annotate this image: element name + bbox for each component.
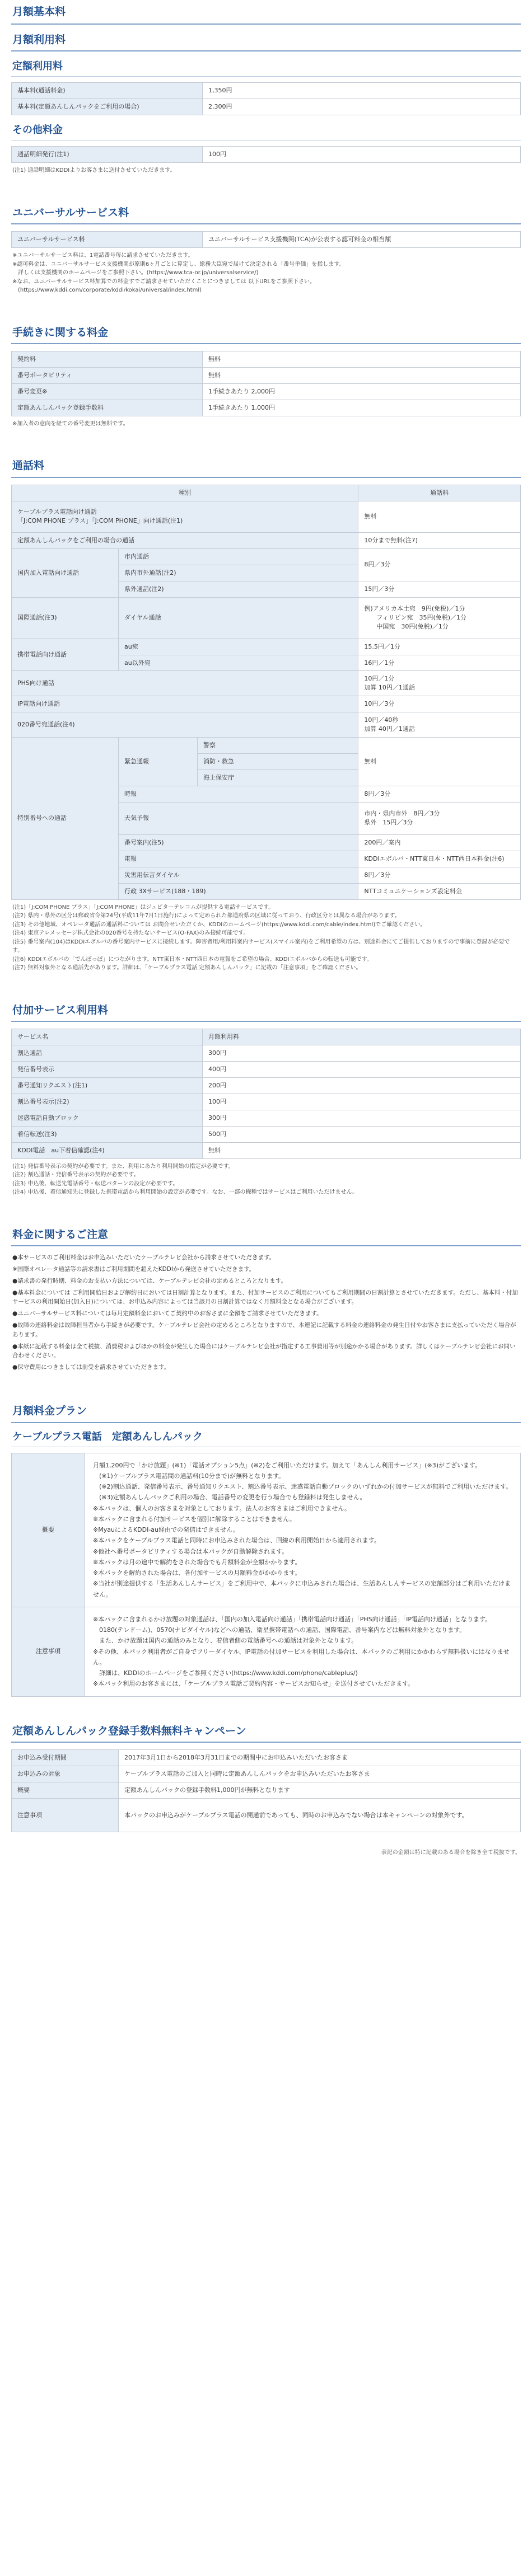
table-row [12, 147, 521, 163]
table-row [12, 1607, 521, 1696]
table-cell-value: 100円 [203, 147, 521, 163]
table-cell-value: 400円 [203, 1062, 521, 1078]
table-cell-value: 8円／3分 [358, 786, 521, 802]
note-line: ※ユニバーサルサービス料は、1電話番号毎に請求させていただきます。 [12, 252, 194, 259]
table-cell-key: 注意事項 [12, 1799, 119, 1832]
table-row [12, 1766, 521, 1782]
table-header: 種別 [12, 485, 358, 501]
table-cell-value: KDDIエボルバ・NTT東日本・NTT西日本料金(注6) [358, 851, 521, 867]
footer-note: 表記の金額は特に記載のある場合を除き全て税抜です。 [381, 1850, 521, 1856]
plan-table [11, 1453, 521, 1697]
table-header-row [12, 485, 521, 501]
table-row [12, 1078, 521, 1094]
table-cell-value: 200円 [203, 1078, 521, 1094]
table-cell-value: ケーブルプラス電話のご加入と同時に定額あんしんパックをお申込みいただいたお客さま [119, 1766, 521, 1782]
table-cell-key: 特別番号への通話 [12, 738, 119, 900]
note-line: (注3) 申込後、転送先電話番号・転送パターンの設定が必要です。 [12, 1180, 179, 1187]
table-row [12, 1045, 521, 1062]
table-cell-key: 時報 [119, 786, 358, 802]
table-cell-key: au以外宛 [119, 655, 358, 671]
table-cell-key: 天気予報 [119, 802, 358, 834]
table-cell-value: 月額1,200円で「かけ放題」(※1)「電話オプション5点」(※2)をご利用いただけます。加えて「あんしん利用サービス」(※3)がございます。 (※1)ケーブルプラス電話間の通話料(10分まで)が無料となります。 (※2)割込通話、発信番号表示、番号通知リクエスト、割込番号表示、迷惑電話自動ブロックのいずれかの付加サービスが無料でご利用いただけます。 (※3)定額あんしんパックご利用の場合、電話番号の変更を行う場合でも登録料は発生しません。 ※本パックは、個人のお客さまを対象としております。法人のお客さまはご利用できません。 ※本パックに含まれる付加サービスを個別に解除することはできません。 ※MyauによるKDDI-au経由での発信はできません。 ※本パックをケーブルプラス電話と同時にお申込みされた場合は、回線の利用開始日から適用されます。 ※他社へ番号ポータビリティする場合は本パックが自動解除されます。 ※本パックは月の途中で解約をされた場合でも月額料金が全額かかります。 ※本パックを解約された場合は、各付加サービスの月額料金がかかります。 ※当社が別途提供する「生活あんしんサービス」をご利用中で、本パックに申込みされた場合は、生活あんしんサービスの定額部分はご利用いただけません。 [85, 1453, 521, 1607]
table-cell-value: 無料 [203, 1142, 521, 1158]
table-cell-key: 基本料(通話料金) [12, 83, 203, 99]
table-cell-value: 8円／3分 [358, 548, 521, 581]
table-cell-key: 県外通話(注2) [119, 581, 358, 597]
page-root [11, 0, 521, 1857]
table-cell-value: 1手続きあたり 2,000円 [203, 384, 521, 400]
fixed-fee-table [11, 82, 521, 115]
table-cell-key: 災害用伝言ダイヤル [119, 867, 358, 883]
section-title-call-rates: 通話料 [11, 458, 521, 478]
table-cell-value: 200円／案内 [358, 834, 521, 851]
table-row [12, 1799, 521, 1832]
table-cell-value: 無料 [203, 368, 521, 384]
table-cell-value: 本パックのお申込みがケーブルプラス電話の開通前であっても、同時のお申込みでない場合は本キャンペーンの対象外です。 [119, 1799, 521, 1832]
note-line: (注2) 割込通話・発信番号表示の契約が必要です。 [12, 1172, 139, 1179]
note-line: (注1) 通話明細はKDDIよりお客さまに送付させていただきます。 [12, 167, 176, 174]
table-row [12, 671, 521, 696]
table-cell-key: 警察 [198, 738, 358, 754]
table-row [12, 1062, 521, 1078]
table-cell-value: 2017年3月1日から2018年3月31日までの期間中にお申込みいただいたお客さま [119, 1750, 521, 1766]
table-cell-key: 緊急通報 [119, 738, 198, 786]
note-line: (注3) その他地域、オペレータ通話の通話料については お問合せいただくか、KDDIのホームページ(https://www.kddi.com/cable/index.html)でご確認ください。 [12, 921, 426, 928]
table-cell-value: 無料 [358, 501, 521, 532]
note-line: ※加入者の意向を経ての番号変更は無料です。 [12, 420, 129, 427]
table-row [12, 83, 521, 99]
table-cell-key: 市内通話 [119, 548, 358, 565]
table-cell-key: 番号変更※ [12, 384, 203, 400]
table-cell-key: 国内加入電話向け通話 [12, 548, 119, 597]
table-cell-key: 契約料 [12, 351, 203, 368]
note-line: (注5) 番号案内(104)はKDDIエボルバの番号案内サービスに接続します。障害者用/利用料案内サービス(スマイル案内)をご利用希望の方は、別途料金にてご提供しておりますので事前に登録が必要です。 [12, 939, 510, 954]
table-cell-key: ダイヤル通話 [119, 597, 358, 639]
table-cell-key: 020番号宛通話(注4) [12, 712, 358, 738]
table-cell-value: 2,300円 [203, 99, 521, 115]
note-line: (注6) KDDIエボルバの「でんぽっぽ」につながります。NTT東日本・NTT西日本の電報をご希望の場合、KDDIエボルバからの転送も可能です。 [12, 956, 373, 963]
list-item: ●ユニバーサルサービス料については毎月定額料金においてご契約中のお客さまに全額をご請求させていただきます。 [12, 1310, 323, 1317]
section-title-fee-cautions: 料金に関するご注意 [11, 1227, 521, 1247]
table-cell-value: ※本パックに含まれるかけ放題の対象通話は、「国内の加入電話向け通話」「携帯電話向け通話」「PHS向け通話」「IP電話向け通話」となります。 0180(テレドーム)、0570(ナビダイヤル)などへの通話、衛星携帯電話への通話、国際電話、番号案内などは無料対象外となります。 また、かけ放題は国内の通話のみとなり、着信者側の電話番号への通話は対象外となります。 ※その他、本パック利用者がご自身でフリーダイヤル、IP電話の付加サービスを利用した場合は、本パックのご利用にかかわらず無料扱いにはなりません。 詳細は、KDDIのホームページをご参照ください(https://www.kddi.com/phone/cableplus/) ※本パック利用のお客さまには、「ケーブルプラス電話ご契約内容・サービスお知らせ」を送付させていただきます。 [85, 1607, 521, 1696]
table-row [12, 368, 521, 384]
subsection-title-other: その他料金 [11, 123, 521, 140]
table-cell-key: 番号通知リクエスト(注1) [12, 1078, 203, 1094]
list-item: ●故障の連絡料金は故障担当者から手続きが必要です。ケーブルテレビ会社の定めるところとなりますので、本連記に記載する料金の連絡料金の発生日付やお客さまに支払っていただく場合があります。 [12, 1322, 516, 1338]
table-cell-key: 海上保安庁 [198, 770, 358, 786]
table-cell-key: 国際通話(注3) [12, 597, 119, 639]
table-row [12, 1110, 521, 1126]
table-cell-value: 100円 [203, 1094, 521, 1110]
list-item: ●基本料金については ご利用開始日および解約日においては日割計算となります。また、付加サービスのご利用についてもご利用期間の日割計算とさせていただきます。ただし、基本料・付加サービスの利用開始日(加入日)については、お申込み内容によっては当該月の日割計算ではなく月額料金となる場合がございます。 [12, 1289, 518, 1306]
table-cell-value: 10分まで無料(注7) [358, 532, 521, 548]
table-cell-value: 300円 [203, 1110, 521, 1126]
table-row [12, 99, 521, 115]
notes [12, 166, 520, 175]
section-title-options: 付加サービス利用料 [11, 1003, 521, 1022]
other-fee-table [11, 146, 521, 163]
table-row [12, 1453, 521, 1607]
table-row [12, 1782, 521, 1799]
table-row [12, 597, 521, 639]
table-cell-key: 基本料(定額あんしんパックをご利用の場合) [12, 99, 203, 115]
table-row [12, 696, 521, 712]
table-cell-key: お申込みの対象 [12, 1766, 119, 1782]
list-item: ●請求書の発行時期、料金のお支払い方法については、ケーブルテレビ会社の定めるところとなります。 [12, 1277, 287, 1284]
table-row [12, 1142, 521, 1158]
table-cell-value: 1,350円 [203, 83, 521, 99]
subsection-title-fixed: 定額利用料 [11, 59, 521, 77]
table-row [12, 532, 521, 548]
table-cell-key: 電報 [119, 851, 358, 867]
table-cell-key: 定額あんしんパックをご利用の場合の通話 [12, 532, 358, 548]
table-cell-value: 300円 [203, 1045, 521, 1062]
table-row [12, 232, 521, 248]
list-item: ●本サービスのご利用料金はお申込みいただいたケーブルテレビ会社から請求させていただきます。 [12, 1254, 276, 1261]
notes [12, 903, 520, 973]
table-cell-value: NTTコミュニケーションズ設定料金 [358, 883, 521, 899]
table-cell-key: PHS向け通話 [12, 671, 358, 696]
note-line: ※なお、ユニバーサルサービス料加算での料金すでご請求させていただくことにつきましては 以下URLをご参照下さい。 [12, 278, 315, 285]
notes [12, 420, 520, 429]
table-cell-key: 概要 [12, 1453, 85, 1607]
table-row [12, 384, 521, 400]
caution-list [12, 1253, 520, 1372]
table-cell-key: 概要 [12, 1782, 119, 1799]
table-cell-value: 市内・県内市外 8円／3分 県外 15円／3分 [358, 802, 521, 834]
table-cell-key: au宛 [119, 639, 358, 655]
note-line: 詳しくは支援機関のホームページをご参照下さい。(https://www.tca-or.jp/universalservice/) [12, 270, 259, 276]
note-line: (注1) 発信番号表示の契約が必要です。また、利用にあたり利用開始の指定が必要です。 [12, 1163, 234, 1170]
table-row [12, 738, 521, 754]
table-cell-value: 10円／1分 加算 10円／1通話 [358, 671, 521, 696]
campaign-table [11, 1749, 521, 1832]
table-cell-value: 15.5円／1分 [358, 639, 521, 655]
table-row [12, 351, 521, 368]
section-title-campaign: 定額あんしんパック登録手数料無料キャンペーン [11, 1724, 521, 1743]
table-row [12, 639, 521, 655]
note-line: ※認可料金は、ユニバーサルサービス支援機関が原則6ヶ月ごとに算定し、総務大臣宛で届けて決定される「番号単価」を指します。 [12, 261, 345, 268]
table-header: 月額利用料 [203, 1029, 521, 1045]
table-row [12, 548, 521, 565]
section-title-monthly: 月額利用料 [11, 32, 521, 52]
option-service-table [11, 1029, 521, 1159]
table-cell-key: 定額あんしんパック登録手数料 [12, 400, 203, 416]
note-line: (注1)「J:COM PHONE プラス」「J:COM PHONE」はジュピターテレコムが提供する電話サービスです。 [12, 904, 274, 911]
list-item: ●保守費用につきましては前受を請求させていただきます。 [12, 1364, 170, 1371]
table-cell-value: 15円／3分 [358, 581, 521, 597]
table-row [12, 501, 521, 532]
notes [12, 251, 520, 295]
table-cell-value: 無料 [358, 738, 521, 786]
table-cell-key: 割込番号表示(注2) [12, 1094, 203, 1110]
list-item: ※国際オペレータ通話等の請求書はご利用期間を超えたKDDIから発送させていただきます。 [12, 1266, 255, 1273]
table-cell-value: 10円／40秒 加算 40円／1通話 [358, 712, 521, 738]
subsection-title-plan: ケーブルプラス電話 定額あんしんパック [11, 1430, 521, 1447]
universal-table [11, 231, 521, 248]
table-cell-key: 消防・救急 [198, 754, 358, 770]
table-cell-key: ユニバーサルサービス料 [12, 232, 203, 248]
table-row [12, 1126, 521, 1142]
table-row [12, 1750, 521, 1766]
table-cell-key: ケーブルプラス電話向け通話 「J:COM PHONE プラス」「J:COM PHONE」向け通話(注1) [12, 501, 358, 532]
table-row [12, 712, 521, 738]
note-line: (注2) 県内・県外の区分は郵政省令第24号(平成11年7月1日施行)によって定められた都道府県の区域に従っており、行政区分とは異なる場合があります。 [12, 913, 400, 919]
table-cell-key: 割込通話 [12, 1045, 203, 1062]
table-cell-value: 500円 [203, 1126, 521, 1142]
page-title: 月額基本料 [11, 2, 521, 25]
table-cell-key: IP電話向け通話 [12, 696, 358, 712]
table-cell-value: ユニバーサルサービス支援機関(TCA)が公表する認可料金の相当額 [203, 232, 521, 248]
table-cell-key: 発信番号表示 [12, 1062, 203, 1078]
notes [12, 1162, 520, 1197]
table-header: サービス名 [12, 1029, 203, 1045]
table-cell-key: 県内市外通話(注2) [119, 565, 358, 581]
table-cell-value: 定額あんしんパックの登録手数料1,000円が無料となります [119, 1782, 521, 1799]
table-cell-value: 16円／1分 [358, 655, 521, 671]
note-line: (注4) 申込後、着信通知先に登録した携帯電話から利用開始の設定が必要です。なお、一部の機種ではサービスはご利用いただけません。 [12, 1189, 358, 1196]
table-row [12, 1094, 521, 1110]
table-cell-key: 番号案内(注5) [119, 834, 358, 851]
table-cell-key: お申込み受付期間 [12, 1750, 119, 1766]
procedure-table [11, 351, 521, 416]
note-line: (注7) 無料対象外となる通話先があります。詳細は、「ケーブルプラス電話 定額あんしんパック」に記載の「注意事項」をご確認ください。 [12, 965, 362, 972]
table-cell-value: 例)アメリカ本土宛 9円(免税)／1分 フィリピン宛 35円(免税)／1分 中国宛 30円(免税)／1分 [358, 597, 521, 639]
list-item: ●本紙に記載する料金は全て税抜、消費税およびほかの料金が発生した場合にはケーブルテレビ会社が指定する工事費用等が別途かかる場合があります。詳しくはケーブルテレビ会社にお問い合わせください。 [12, 1343, 516, 1359]
table-cell-value: 10円／3分 [358, 696, 521, 712]
table-cell-key: 番号ポータビリティ [12, 368, 203, 384]
section-title-plan: 月額料金プラン [11, 1404, 521, 1423]
table-cell-key: 注意事項 [12, 1607, 85, 1696]
note-line: (注4) 東京テレメッセージ株式会社の020番号を持たないサービス(O-FAX)のみ接続可能です。 [12, 930, 249, 937]
call-rate-table [11, 485, 521, 900]
table-cell-key: 迷惑電話自動ブロック [12, 1110, 203, 1126]
table-cell-key: KDDI電話 au下着信確認(注4) [12, 1142, 203, 1158]
table-header-row [12, 1029, 521, 1045]
note-line: (https://www.kddi.com/corporate/kddi/kokai/universal/index.html) [12, 287, 202, 294]
table-cell-key: 通話明細発行(注1) [12, 147, 203, 163]
section-title-procedures: 手続きに関する料金 [11, 325, 521, 345]
table-header: 通話料 [358, 485, 521, 501]
table-cell-key: 着信転送(注3) [12, 1126, 203, 1142]
table-cell-value: 8円／3分 [358, 867, 521, 883]
table-cell-value: 無料 [203, 351, 521, 368]
table-row [12, 400, 521, 416]
section-title-universal: ユニバーサルサービス料 [11, 205, 521, 225]
table-cell-key: 行政 3Xサービス(188・189) [119, 883, 358, 899]
table-cell-value: 1手続きあたり 1,000円 [203, 400, 521, 416]
table-cell-key: 携帯電話向け通話 [12, 639, 119, 671]
